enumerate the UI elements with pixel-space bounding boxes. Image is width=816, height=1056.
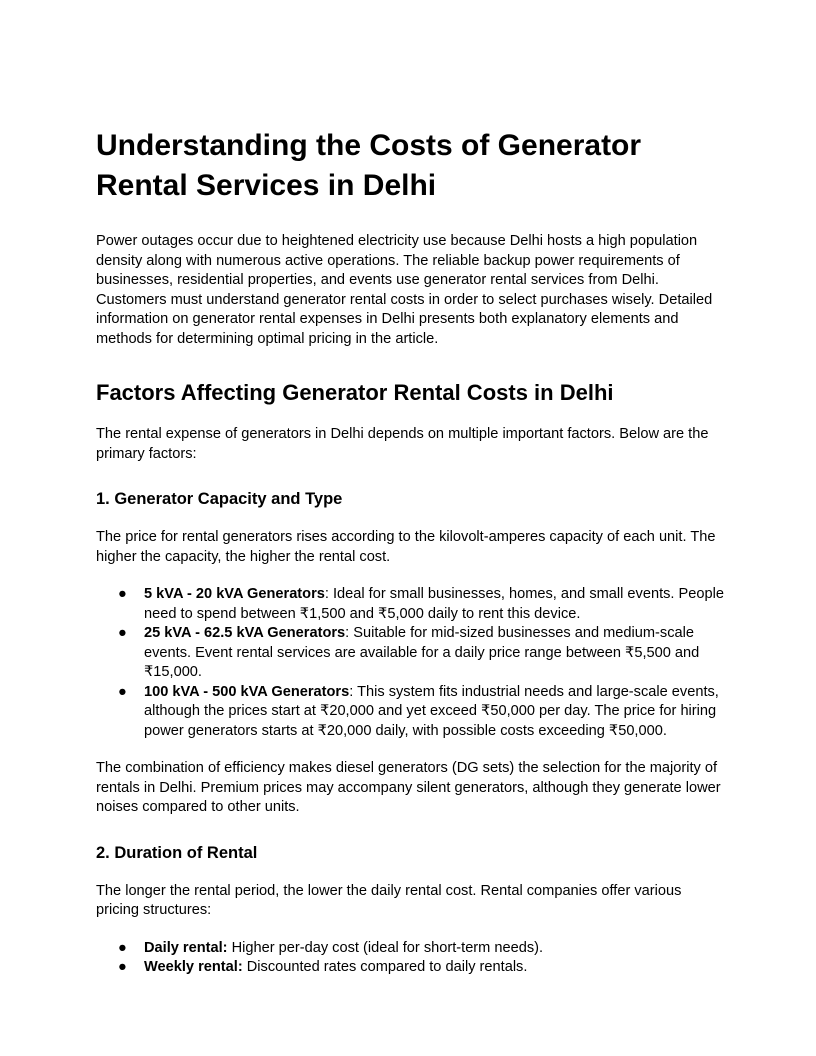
capacity-list [96,585,724,741]
bullet-icon: ● [118,939,127,956]
bullet-icon: ● [118,959,127,975]
duration-list [96,939,724,978]
section-paragraph-factors: The rental expense of generators in Delhi depends on multiple important factors. Below are the primary factors: [96,426,709,462]
list-item-text: Discounted rates compared to daily rentals. [242,959,528,975]
list-item [96,683,724,742]
list-item [96,585,724,624]
list-item-term: Weekly rental: [144,959,243,975]
list-item [96,958,724,978]
paragraph-capacity: The price for rental generators rises according to the kilovolt-amperes capacity of each unit. The higher the capacity, the higher the rental cost. [96,529,716,565]
bullet-icon: ● [118,625,127,641]
section-heading-factors: Factors Affecting Generator Rental Costs in Delhi [96,380,614,405]
paragraph-duration: The longer the rental period, the lower the daily rental cost. Rental companies offer various pricing structures: [96,882,682,918]
page-title: Understanding the Costs of Generator Rental Services in Delhi [96,129,642,202]
bullet-icon: ● [118,683,127,700]
list-item-term: 25 kVA - 62.5 kVA Generators [144,625,346,641]
list-item-text: : Suitable for mid-sized businesses and medium-scale events. Event rental services are available for a daily price range between ₹5,500 and ₹15,000. [144,625,700,680]
list-item-text: : Ideal for small businesses, homes, and small events. People need to spend between ₹1,500 and ₹5,000 daily to rent this device. [144,586,724,622]
subheading-capacity: 1. Generator Capacity and Type [96,490,343,508]
list-item [96,939,724,959]
list-item-text: : This system fits industrial needs and large-scale events, although the prices start at ₹20,000 and yet exceed ₹50,000 per day. The price for hiring power generators starts at ₹20,000 daily, with possible costs exceeding ₹50,000. [144,683,719,739]
list-item [96,624,724,683]
list-item-text: Higher per-day cost (ideal for short-term needs). [227,939,544,956]
subheading-duration: 2. Duration of Rental [96,843,258,862]
list-item-term: 5 kVA - 20 kVA Generators [144,586,325,602]
intro-paragraph: Power outages occur due to heightened electricity use because Delhi hosts a high population density along with numerous active operations. The reliable backup power requirements of businesses, residential properties, and events use generator rental services from Delhi. Customers must understand generator rental costs in order to select purchases wisely. Detailed information on generator rental expenses in Delhi presents both explanatory elements and methods for determining optimal pricing in the article. [96,233,713,347]
paragraph-dg-sets: The combination of efficiency makes diesel generators (DG sets) the selection for the majority of rentals in Delhi. Premium prices may accompany silent generators, although they generate lower noises compared to other units. [96,760,721,815]
bullet-icon: ● [118,586,127,602]
document-page [96,126,724,978]
list-item-term: Daily rental: [144,939,228,956]
list-item-term: 100 kVA - 500 kVA Generators [144,683,350,700]
